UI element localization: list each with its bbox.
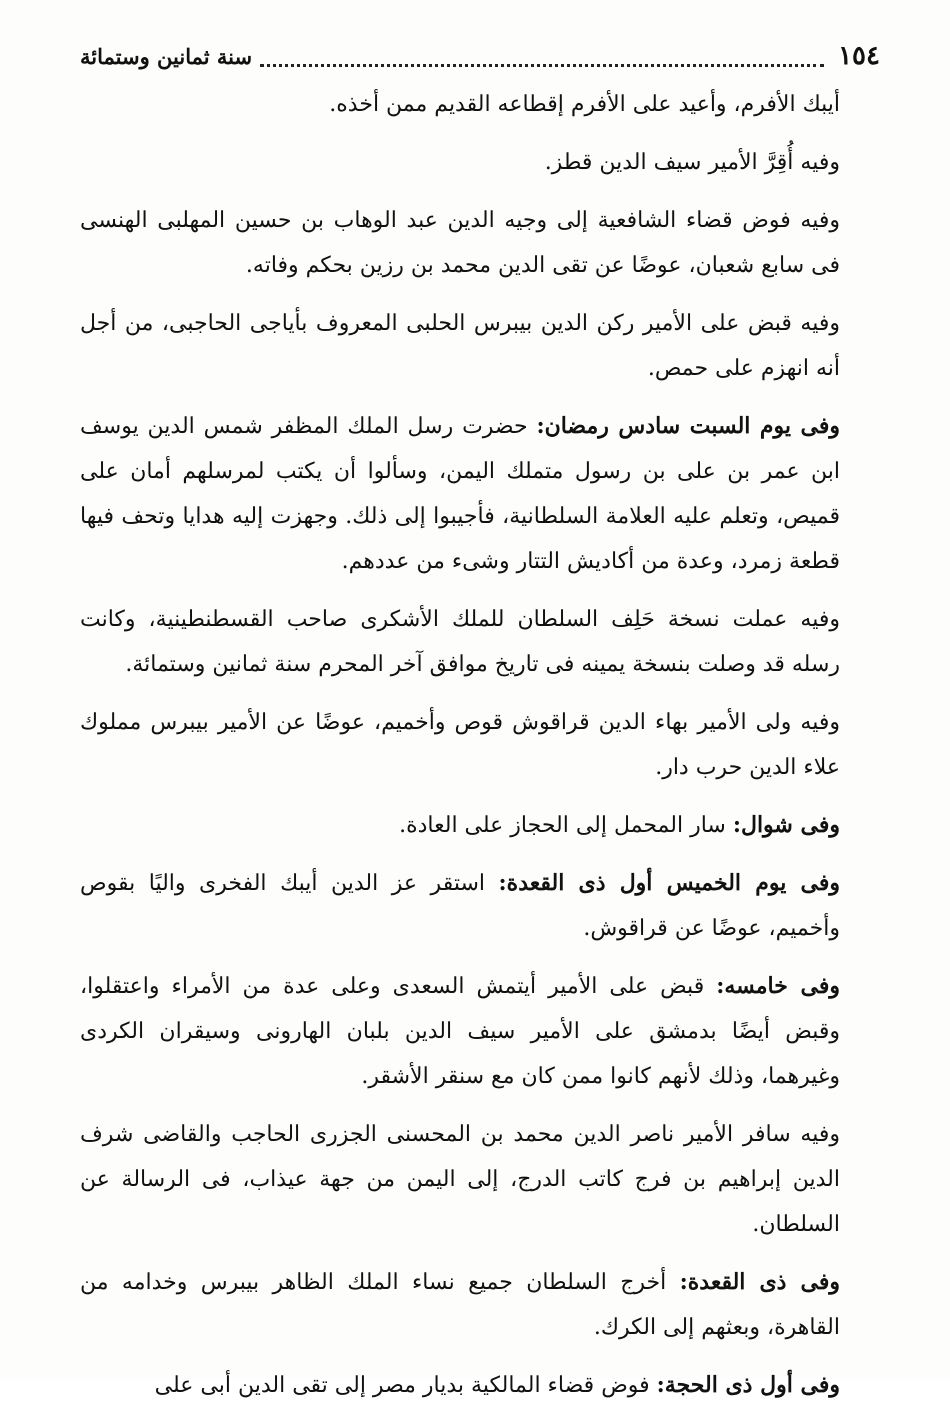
paragraph-lead: وفى أول ذى الحجة: [656,1372,840,1398]
paragraph-text: قبض على الأمير أيتمش السعدى وعلى عدة من الأمراء واعتقلوا، وقبض أيضًا بدمشق على الأمير سيف الدين بلبان الهارونى وسيقران الكردى وغيرهما، وذلك لأنهم كانوا ممن كان مع سنقر الأشقر. [80,974,840,1089]
paragraph-lead: وفى ذى القعدة: [679,1269,840,1295]
paragraph [80,301,840,391]
paragraph [80,700,840,790]
paragraph-text: حضرت رسل الملك المظفر شمس الدين يوسف ابن عمر بن على بن رسول متملك اليمن، وسألوا أن يكتب لمرسلهم أمان على قميص، وتعلم عليه العلامة السلطانية، فأجيبوا إلى ذلك. وجهزت إليه هدايا وتحف فيها قطعة زمرد، وعدة من أكاديش التتار وشىء من عددهم. [80,414,840,574]
paragraph [80,964,840,1099]
paragraph-text: استقر عز الدين أيبك الفخرى واليًا بقوص وأخميم، عوضًا عن قراقوش. [80,871,840,941]
paragraph-lead: وفى شوال: [732,812,840,838]
paragraph-text: وفيه ولى الأمير بهاء الدين قراقوش قوص وأخميم، عوضًا عن الأمير بيبرس مملوك علاء الدين حرب دار. [80,710,840,780]
paragraph-lead: وفى يوم السبت سادس رمضان: [536,413,840,439]
paragraph [80,198,840,288]
body-text [80,82,840,1408]
paragraph [80,861,840,951]
paragraph [80,140,840,185]
paragraph [80,597,840,687]
page-header [80,36,880,76]
paragraph-text: وفيه قبض على الأمير ركن الدين بيبرس الحلبى المعروف بأياجى الحاجبى، من أجل أنه انهزم على حمص. [80,311,840,381]
paragraph-text: فوض قضاء المالكية بديار مصر إلى تقى الدين أبى على [154,1373,657,1398]
paragraph [80,1363,840,1408]
paragraph-text: وفيه سافر الأمير ناصر الدين محمد بن المحسنى الجزرى الحاجب والقاضى شرف الدين إبراهيم بن فرج كاتب الدرج، إلى اليمن من جهة عيذاب، فى الرسالة عن السلطان. [80,1122,840,1237]
paragraph-lead: وفى يوم الخميس أول ذى القعدة: [498,870,840,896]
paragraph-text: أخرج السلطان جميع نساء الملك الظاهر بيبرس وخدامه من القاهرة، وبعثهم إلى الكرك. [80,1270,840,1340]
paragraph [80,803,840,848]
paragraph-lead: وفى خامسه: [716,973,840,999]
paragraph-text: وفيه عملت نسخة حَلِف السلطان للملك الأشكرى صاحب القسطنطينية، وكانت رسله قد وصلت بنسخة يمينه فى تاريخ موافق آخر المحرم سنة ثمانين وستمائة. [80,607,840,677]
header-dotted-leader [260,56,824,67]
paragraph-text: أيبك الأفرم، وأعيد على الأفرم إقطاعه القديم ممن أخذه. [329,92,840,117]
page-number: ١٥٤ [838,41,880,71]
paragraph-text: وفيه فوض قضاء الشافعية إلى وجيه الدين عبد الوهاب بن حسين المهلبى الهنسى فى سابع شعبان، عوضًا عن تقى الدين محمد بن رزين بحكم وفاته. [80,208,840,278]
paragraph-text: وفيه أُقِرَّ الأمير سيف الدين قطز. [544,150,840,175]
running-title: سنة ثمانين وستمائة [80,43,253,69]
paragraph [80,1112,840,1247]
paragraph-text: سار المحمل إلى الحجاز على العادة. [399,813,733,838]
paragraph [80,82,840,127]
paragraph [80,404,840,584]
paragraph [80,1260,840,1350]
